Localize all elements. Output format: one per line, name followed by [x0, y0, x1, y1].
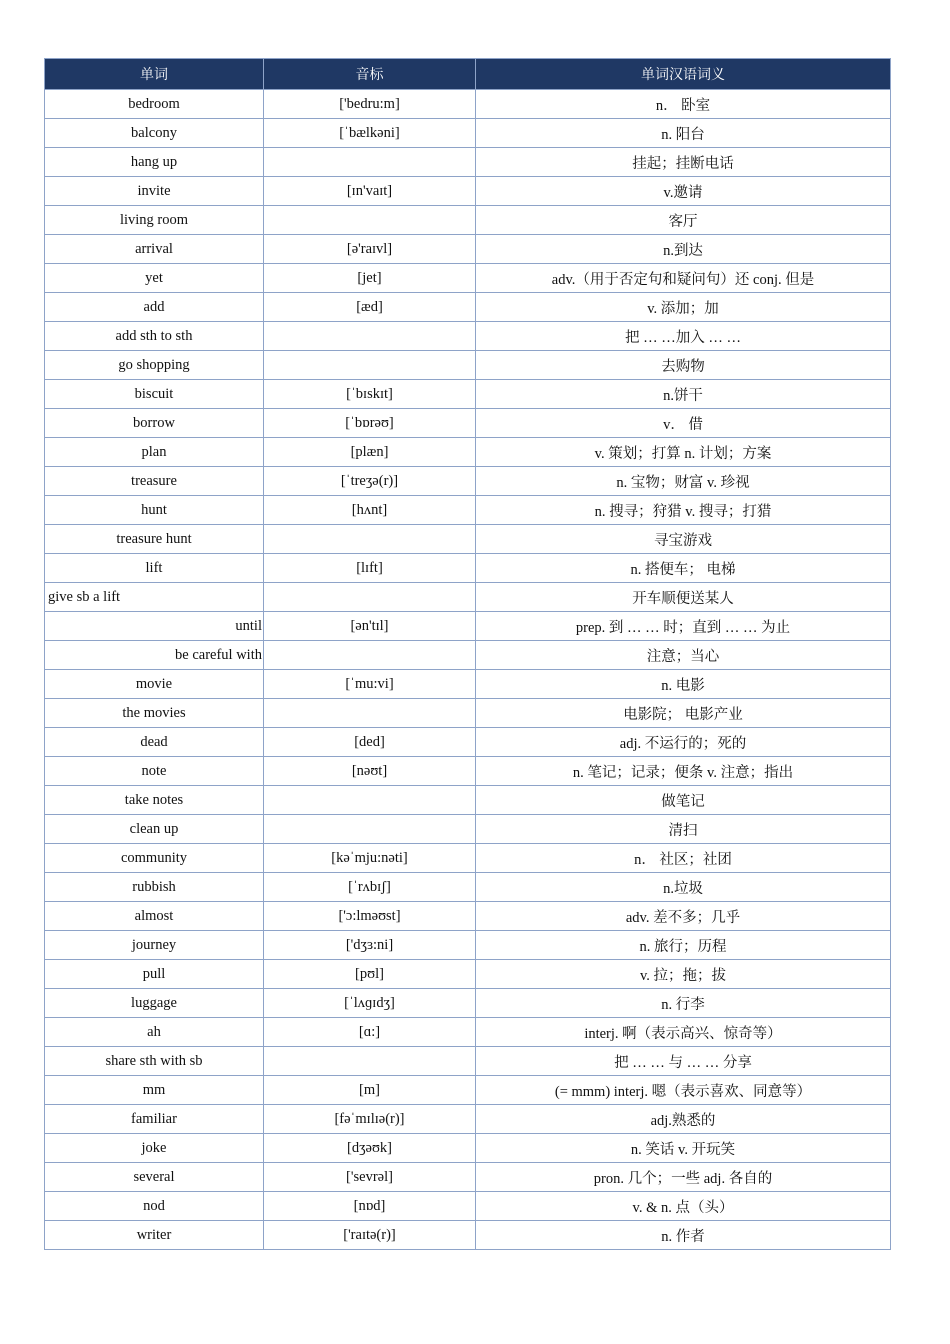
- table-row: [45, 235, 891, 264]
- vocabulary-table: [44, 58, 891, 1250]
- meaning-cell: adj.熟悉的: [476, 1105, 891, 1134]
- word-cell: note: [45, 757, 264, 786]
- table-row: [45, 206, 891, 235]
- table-row: [45, 641, 891, 670]
- word-cell: community: [45, 844, 264, 873]
- meaning-cell: n. 笑话 v. 开玩笑: [476, 1134, 891, 1163]
- table-row: [45, 844, 891, 873]
- meaning-cell: adv.（用于否定句和疑问句）还 conj. 但是: [476, 264, 891, 293]
- meaning-cell: prep. 到 … … 时；直到 … … 为止: [476, 612, 891, 641]
- table-row: [45, 409, 891, 438]
- meaning-cell: n. 搜寻；狩猎 v. 搜寻；打猎: [476, 496, 891, 525]
- word-cell: mm: [45, 1076, 264, 1105]
- word-cell: ah: [45, 1018, 264, 1047]
- meaning-cell: 寻宝游戏: [476, 525, 891, 554]
- phonetic-cell: ['dʒɜ:ni]: [264, 931, 476, 960]
- phonetic-cell: [m]: [264, 1076, 476, 1105]
- table-row: [45, 612, 891, 641]
- phonetic-cell: [pʊl]: [264, 960, 476, 989]
- table-row: [45, 902, 891, 931]
- word-cell: lift: [45, 554, 264, 583]
- word-cell: treasure hunt: [45, 525, 264, 554]
- table-body: [45, 90, 891, 1250]
- meaning-cell: 把 … …加入 … …: [476, 322, 891, 351]
- table-row: [45, 438, 891, 467]
- word-cell: dead: [45, 728, 264, 757]
- meaning-cell: n.饼干: [476, 380, 891, 409]
- table-row: [45, 728, 891, 757]
- meaning-cell: v. 拉；拖；拔: [476, 960, 891, 989]
- word-cell: the movies: [45, 699, 264, 728]
- meaning-cell: n． 卧室: [476, 90, 891, 119]
- meaning-cell: v. 添加；加: [476, 293, 891, 322]
- table-row: [45, 699, 891, 728]
- table-row: [45, 583, 891, 612]
- meaning-cell: n． 社区；社团: [476, 844, 891, 873]
- word-cell: clean up: [45, 815, 264, 844]
- word-cell: hunt: [45, 496, 264, 525]
- meaning-cell: 去购物: [476, 351, 891, 380]
- table-row: [45, 119, 891, 148]
- word-cell: plan: [45, 438, 264, 467]
- phonetic-cell: [kəˈmju:nəti]: [264, 844, 476, 873]
- table-row: [45, 670, 891, 699]
- phonetic-cell: [ded]: [264, 728, 476, 757]
- meaning-cell: 把 … … 与 … … 分享: [476, 1047, 891, 1076]
- meaning-cell: n. 电影: [476, 670, 891, 699]
- phonetic-cell: [jet]: [264, 264, 476, 293]
- meaning-cell: n.垃圾: [476, 873, 891, 902]
- phonetic-cell: ['raɪtə(r)]: [264, 1221, 476, 1250]
- meaning-cell: n. 宝物；财富 v. 珍视: [476, 467, 891, 496]
- table-row: [45, 1047, 891, 1076]
- phonetic-cell: [dʒəʊk]: [264, 1134, 476, 1163]
- word-cell: borrow: [45, 409, 264, 438]
- phonetic-cell: [264, 206, 476, 235]
- word-cell: hang up: [45, 148, 264, 177]
- table-row: [45, 1105, 891, 1134]
- meaning-cell: n. 作者: [476, 1221, 891, 1250]
- meaning-cell: n. 阳台: [476, 119, 891, 148]
- word-cell: until: [45, 612, 264, 641]
- table-row: [45, 960, 891, 989]
- table-row: [45, 1192, 891, 1221]
- word-cell: invite: [45, 177, 264, 206]
- header-meaning: 单词汉语词义: [476, 59, 891, 90]
- meaning-cell: v. & n. 点（头）: [476, 1192, 891, 1221]
- table-row: [45, 1018, 891, 1047]
- word-cell: almost: [45, 902, 264, 931]
- word-cell: joke: [45, 1134, 264, 1163]
- word-cell: writer: [45, 1221, 264, 1250]
- phonetic-cell: [264, 815, 476, 844]
- word-cell: bedroom: [45, 90, 264, 119]
- word-cell: take notes: [45, 786, 264, 815]
- table-row: [45, 90, 891, 119]
- table-row: [45, 815, 891, 844]
- meaning-cell: v.邀请: [476, 177, 891, 206]
- meaning-cell: 注意；当心: [476, 641, 891, 670]
- meaning-cell: n. 旅行；历程: [476, 931, 891, 960]
- word-cell: nod: [45, 1192, 264, 1221]
- phonetic-cell: [264, 641, 476, 670]
- phonetic-cell: [264, 699, 476, 728]
- meaning-cell: n. 行李: [476, 989, 891, 1018]
- table-row: [45, 264, 891, 293]
- table-row: [45, 989, 891, 1018]
- word-cell: share sth with sb: [45, 1047, 264, 1076]
- meaning-cell: interj. 啊（表示高兴、惊奇等）: [476, 1018, 891, 1047]
- phonetic-cell: [ɪn'vaɪt]: [264, 177, 476, 206]
- phonetic-cell: [264, 583, 476, 612]
- phonetic-cell: [plæn]: [264, 438, 476, 467]
- word-cell: treasure: [45, 467, 264, 496]
- meaning-cell: n. 笔记；记录；便条 v. 注意；指出: [476, 757, 891, 786]
- table-header-row: [45, 59, 891, 90]
- table-row: [45, 293, 891, 322]
- phonetic-cell: [fəˈmɪlɪə(r)]: [264, 1105, 476, 1134]
- table-row: [45, 757, 891, 786]
- meaning-cell: 清扫: [476, 815, 891, 844]
- word-cell: balcony: [45, 119, 264, 148]
- meaning-cell: adj. 不运行的；死的: [476, 728, 891, 757]
- table-row: [45, 322, 891, 351]
- table-row: [45, 1076, 891, 1105]
- phonetic-cell: [ˈtreʒə(r)]: [264, 467, 476, 496]
- word-cell: arrival: [45, 235, 264, 264]
- phonetic-cell: [ˈmu:vi]: [264, 670, 476, 699]
- meaning-cell: v. 策划；打算 n. 计划；方案: [476, 438, 891, 467]
- header-phonetic: 音标: [264, 59, 476, 90]
- phonetic-cell: [264, 786, 476, 815]
- word-cell: biscuit: [45, 380, 264, 409]
- phonetic-cell: [ˈlʌɡɪdʒ]: [264, 989, 476, 1018]
- word-cell: yet: [45, 264, 264, 293]
- phonetic-cell: [lɪft]: [264, 554, 476, 583]
- meaning-cell: n. 搭便车； 电梯: [476, 554, 891, 583]
- word-cell: pull: [45, 960, 264, 989]
- header-word: 单词: [45, 59, 264, 90]
- phonetic-cell: [ˈbɒrəʊ]: [264, 409, 476, 438]
- phonetic-cell: [ˈbɪskɪt]: [264, 380, 476, 409]
- phonetic-cell: ['sevrəl]: [264, 1163, 476, 1192]
- table-row: [45, 148, 891, 177]
- phonetic-cell: [nɒd]: [264, 1192, 476, 1221]
- table-row: [45, 931, 891, 960]
- word-cell: rubbish: [45, 873, 264, 902]
- meaning-cell: 客厅: [476, 206, 891, 235]
- meaning-cell: n.到达: [476, 235, 891, 264]
- table-row: [45, 1163, 891, 1192]
- word-cell: journey: [45, 931, 264, 960]
- table-row: [45, 1221, 891, 1250]
- phonetic-cell: ['bedru:m]: [264, 90, 476, 119]
- meaning-cell: adv. 差不多；几乎: [476, 902, 891, 931]
- table-row: [45, 786, 891, 815]
- phonetic-cell: [264, 322, 476, 351]
- phonetic-cell: [nəʊt]: [264, 757, 476, 786]
- phonetic-cell: [ˈrʌbɪʃ]: [264, 873, 476, 902]
- table-row: [45, 177, 891, 206]
- meaning-cell: 电影院； 电影产业: [476, 699, 891, 728]
- table-row: [45, 554, 891, 583]
- meaning-cell: 做笔记: [476, 786, 891, 815]
- phonetic-cell: [ən'tɪl]: [264, 612, 476, 641]
- phonetic-cell: ['ɔ:lməʊst]: [264, 902, 476, 931]
- table-row: [45, 467, 891, 496]
- phonetic-cell: [ˈbælkəni]: [264, 119, 476, 148]
- word-cell: movie: [45, 670, 264, 699]
- meaning-cell: v． 借: [476, 409, 891, 438]
- phonetic-cell: [ə'raɪvl]: [264, 235, 476, 264]
- table-row: [45, 496, 891, 525]
- table-row: [45, 380, 891, 409]
- phonetic-cell: [ɑ:]: [264, 1018, 476, 1047]
- table-row: [45, 525, 891, 554]
- word-cell: add: [45, 293, 264, 322]
- word-cell: be careful with: [45, 641, 264, 670]
- meaning-cell: 挂起；挂断电话: [476, 148, 891, 177]
- word-cell: luggage: [45, 989, 264, 1018]
- phonetic-cell: [hʌnt]: [264, 496, 476, 525]
- word-cell: add sth to sth: [45, 322, 264, 351]
- meaning-cell: 开车顺便送某人: [476, 583, 891, 612]
- phonetic-cell: [264, 148, 476, 177]
- table-row: [45, 351, 891, 380]
- table-row: [45, 1134, 891, 1163]
- phonetic-cell: [æd]: [264, 293, 476, 322]
- phonetic-cell: [264, 525, 476, 554]
- word-cell: living room: [45, 206, 264, 235]
- word-cell: go shopping: [45, 351, 264, 380]
- meaning-cell: pron. 几个；一些 adj. 各自的: [476, 1163, 891, 1192]
- table-row: [45, 873, 891, 902]
- phonetic-cell: [264, 1047, 476, 1076]
- meaning-cell: (= mmm) interj. 嗯（表示喜欢、同意等）: [476, 1076, 891, 1105]
- word-cell: familiar: [45, 1105, 264, 1134]
- phonetic-cell: [264, 351, 476, 380]
- word-cell: several: [45, 1163, 264, 1192]
- word-cell: give sb a lift: [45, 583, 264, 612]
